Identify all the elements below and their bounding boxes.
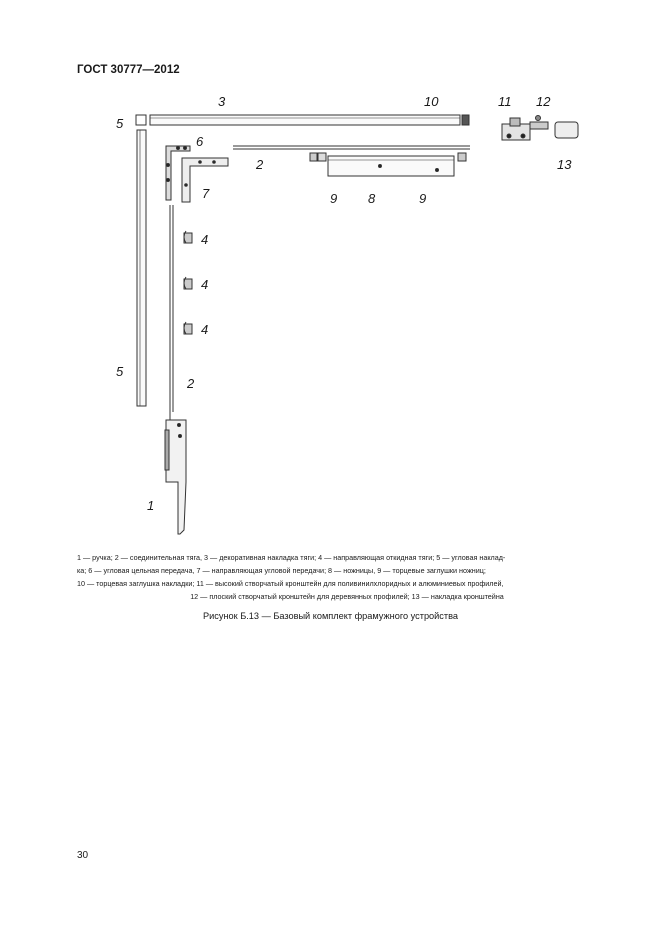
- label-9: 9: [330, 191, 338, 206]
- label-8: 8: [368, 191, 376, 206]
- figure-caption: Рисунок Б.13 — Базовый комплект фрамужного устройства: [203, 611, 458, 621]
- label-5: 5: [116, 364, 124, 379]
- legend-line: 10 — торцевая заглушка накладки; 11 — высокий створчатый кронштейн для поливинилхлоридных и алюминиевых профилей,: [77, 579, 504, 588]
- legend-line: ка; 6 — угловая цельная передача, 7 — направляющая угловой передачи; 8 — ножницы, 9 — торцевые заглушки ножниц;: [77, 566, 486, 575]
- figure-legend: [77, 551, 617, 603]
- page-number: 30: [77, 850, 89, 861]
- label-9: 9: [419, 191, 427, 206]
- rod-guide-2: [184, 277, 192, 289]
- connecting-rod-vertical: [170, 205, 173, 412]
- label-6: 6: [196, 134, 204, 149]
- decorative-rod-cover: [150, 115, 469, 125]
- label-4: 4: [201, 322, 209, 337]
- rod-guide-1: [184, 231, 192, 243]
- label-12: 12: [536, 94, 551, 109]
- high-sash-bracket: [502, 118, 530, 140]
- label-10: 10: [424, 94, 439, 109]
- label-7: 7: [202, 186, 210, 201]
- scissors-end-cap: [458, 153, 466, 161]
- label-1: 1: [147, 498, 155, 513]
- scissors-end-cap: [310, 153, 317, 161]
- label-11: 11: [498, 94, 512, 109]
- corner-piece: [136, 115, 146, 125]
- document-header: ГОСТ 30777—2012: [77, 64, 180, 76]
- label-4: 4: [201, 277, 209, 292]
- label-2: 2: [256, 157, 264, 172]
- flat-sash-bracket: [530, 116, 548, 130]
- bracket-cover: [555, 122, 578, 138]
- rod-guide-3: [184, 322, 192, 334]
- label-4: 4: [201, 232, 209, 247]
- corner-cover-vertical: [137, 130, 146, 406]
- handle: [165, 412, 186, 534]
- legend-line: 1 — ручка; 2 — соединительная тяга, 3 — декоративная накладка тяги; 4 — направляющая откидная тяги; 5 — угловая наклад-: [77, 553, 506, 562]
- label-3: 3: [218, 94, 226, 109]
- scissors: [318, 153, 454, 176]
- legend-line: 12 — плоский створчатый кронштейн для деревянных профилей; 13 — накладка кронштейна: [190, 592, 504, 601]
- label-5: 5: [116, 116, 124, 131]
- label-2: 2: [187, 376, 195, 391]
- label-13: 13: [557, 157, 572, 172]
- connecting-rod-horizontal: [233, 146, 470, 149]
